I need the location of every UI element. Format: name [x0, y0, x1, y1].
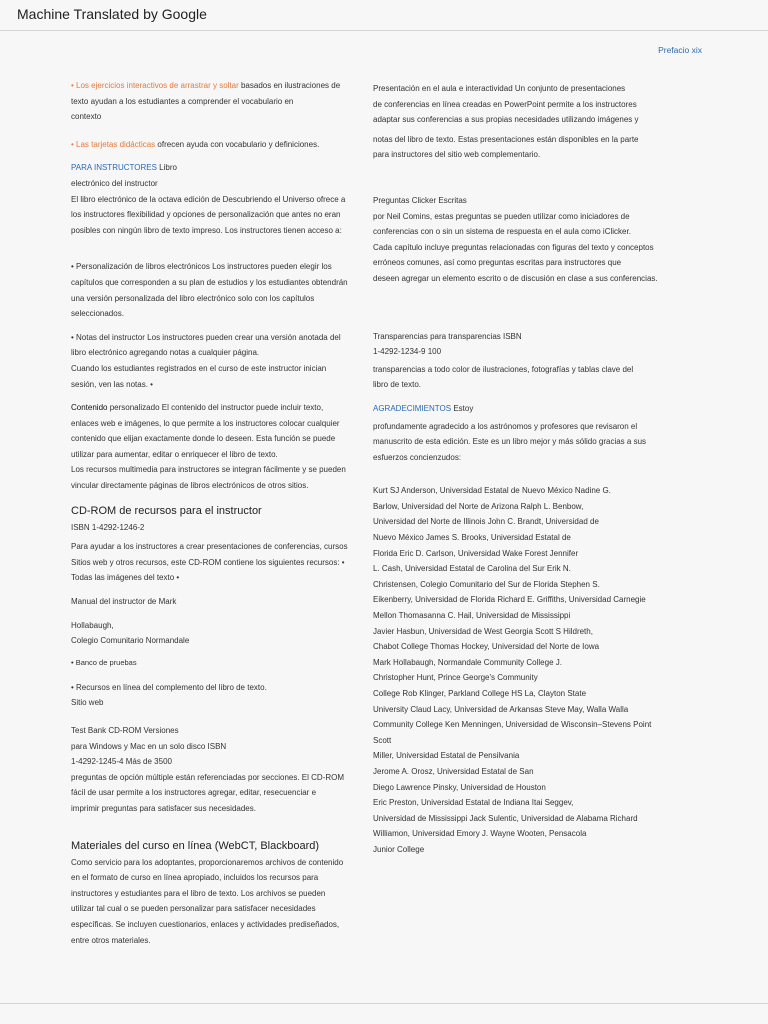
text-line: Sitios web y otros recursos, este CD-ROM contiene los siguientes recursos: • [71, 557, 345, 567]
ebook-title: electrónico del instructor [71, 178, 158, 188]
text-line: utilizar tal cual o se pueden personalizar para satisfacer necesidades [71, 904, 316, 914]
text-line: El libro electrónico de la octava edición de Descubriendo el Universo ofrece a [71, 194, 346, 204]
text-line: Todas las imágenes del texto • [71, 573, 180, 583]
bullet-ebook-customization: • Personalización de libros electrónicos Los instructores pueden elegir los [71, 262, 332, 272]
text-line: para instructores del sitio web complementario. [373, 150, 541, 160]
instructors-heading: PARA INSTRUCTORES Libro [71, 163, 177, 173]
text-line: fácil de usar permite a los instructores agregar, editar, resecuenciar e [71, 788, 317, 798]
text-line: sesión, ven las notas. • [71, 379, 153, 389]
reviewer-line: Mellon Thomasanna C. Hail, Universidad de Mississippi [373, 611, 571, 621]
text-line: una versión personalizada del libro electrónico solo con los capítulos [71, 293, 315, 303]
reviewer-line: Christopher Hunt, Prince George's Community [373, 673, 538, 683]
custom-content-line: Contenido personalizado El contenido del instructor puede incluir texto, [71, 403, 324, 413]
text-line: libro de texto. [373, 380, 422, 390]
bullet-flashcards: • Las tarjetas didácticas ofrecen ayuda con vocabulario y definiciones. [71, 139, 320, 149]
transparencies-heading: Transparencias para transparencias ISBN [373, 331, 522, 341]
text-line: 1-4292-1245-4 Más de 3500 [71, 757, 172, 767]
clicker-questions-heading: Preguntas Clicker Escritas [373, 195, 467, 205]
reviewer-line: Barlow, Universidad del Norte de Arizona Ralph L. Benbow, [373, 501, 584, 511]
text-line: 1-4292-1234-9 100 [373, 347, 442, 357]
text-line: adaptar sus conferencias a sus propias necesidades utilizando imágenes y [373, 115, 639, 125]
cdrom-heading: CD-ROM de recursos para el instructor [71, 504, 262, 517]
text-line: instructores y estudiantes para el libro de texto. Los archivos se pueden [71, 888, 326, 898]
text-line: contexto [71, 112, 102, 122]
right-column [373, 81, 673, 858]
text-line: Colegio Comunitario Normandale [71, 636, 190, 646]
reviewer-line: Florida Eric D. Carlson, Universidad Wake Forest Jennifer [373, 548, 579, 558]
text-line: texto ayudan a los estudiantes a comprender el vocabulario en [71, 96, 294, 106]
text-line: posibles con ningún libro de texto impreso. Los instructores tienen acceso a: [71, 225, 342, 235]
text-line: notas del libro de texto. Estas presentaciones están disponibles en la parte [373, 134, 639, 144]
reviewer-line: Javier Hasbun, Universidad de West Georgia Scott S Hildreth, [373, 626, 593, 636]
text-line: manuscrito de esta edición. Este es un libro mejor y más sólido gracias a sus [373, 437, 647, 447]
reviewer-line: Community College Ken Menningen, Universidad de Wisconsin–Stevens Point [373, 720, 652, 730]
text-line: Los recursos multimedia para instructores se integran fácilmente y se pueden [71, 465, 346, 475]
text-line: preguntas de opción múltiple están referenciadas por secciones. El CD-ROM [71, 772, 345, 782]
text-line: erróneos comunes, así como preguntas escritas para instructores que [373, 258, 622, 268]
reviewer-line: University Claud Lacy, Universidad de Arkansas Steve May, Walla Walla [373, 704, 629, 714]
reviewer-line: Diego Lawrence Pinsky, Universidad de Houston [373, 782, 546, 792]
text-line: para Windows y Mac en un solo disco ISBN [71, 741, 227, 751]
bottom-bar [0, 1003, 768, 1024]
test-bank-cdrom: Test Bank CD-ROM Versiones [71, 726, 179, 735]
course-materials-heading: Materiales del curso en línea (WebCT, Blackboard) [71, 839, 320, 852]
reviewer-line: Miller, Universidad Estatal de Pensilvania [373, 751, 520, 761]
text-line: Cuando los estudiantes registrados en el curso de este instructor inician [71, 363, 327, 373]
text-line: los instructores flexibilidad y opciones de personalización que antes no eran [71, 210, 341, 220]
text-line: profundamente agradecido a los astrónomos y profesores que revisaron el [373, 421, 638, 431]
reviewers-list [373, 483, 673, 857]
acknowledgments-heading: AGRADECIMIENTOS Estoy [373, 403, 474, 413]
text-line: enlaces web e imágenes, lo que permite a los instructores colocar cualquier [71, 418, 340, 428]
text-line: Como servicio para los adoptantes, proporcionaremos archivos de contenido [71, 857, 344, 867]
text-line: específicas. Se incluyen cuestionarios, enlaces y actividades prediseñados, [71, 919, 340, 929]
text-line: Para ayudar a los instructores a crear presentaciones de conferencias, cursos [71, 542, 348, 552]
reviewer-line: L. Cash, Universidad Estatal de Carolina del Sur Erik N. [373, 564, 571, 574]
text-line: de conferencias en línea creadas en PowerPoint permite a los instructores [373, 99, 637, 109]
reviewer-line: Jerome A. Orosz, Universidad Estatal de San [373, 766, 534, 776]
translation-banner [0, 0, 768, 31]
presentation-heading: Presentación en el aula e interactividad Un conjunto de presentaciones [373, 84, 626, 93]
bullet-instructor-notes: • Notas del instructor Los instructores pueden crear una versión anotada del [71, 332, 341, 342]
text-line: por Neil Comins, estas preguntas se pueden utilizar como iniciadores de [373, 211, 630, 221]
reviewer-line: Scott [373, 735, 392, 745]
reviewer-line: Kurt SJ Anderson, Universidad Estatal de Nuevo México Nadine G. [373, 486, 611, 496]
text-line: entre otros materiales. [71, 935, 151, 945]
text-line: libro electrónico agregando notas a cualquier página. [71, 348, 260, 358]
reviewer-line: Universidad del Norte de Illinois John C. Brandt, Universidad de [373, 517, 599, 527]
text-line: capítulos que corresponden a su plan de estudios y los estudiantes obtendrán [71, 277, 348, 287]
text-line: Cada capítulo incluye preguntas relacionadas con figuras del texto y conceptos [373, 242, 654, 252]
text-line: transparencias a todo color de ilustraciones, fotografías y tablas clave del [373, 364, 634, 374]
banner-title: Machine Translated by Google [17, 6, 207, 22]
text-line: deseen agregar un elemento escrito o de discusión en clase a sus conferencias. [373, 273, 658, 283]
text-line: vincular directamente páginas de libros electrónicos de otros sitios. [71, 481, 309, 491]
text-line: conferencias con o sin un sistema de respuesta en el aula como iClicker. [373, 227, 631, 237]
instructor-manual: Manual del instructor de Mark [71, 597, 177, 607]
reviewer-line: Eikenberry, Universidad de Florida Richard E. Griffiths, Universidad Carnegie [373, 595, 646, 605]
reviewer-line: Chabot College Thomas Hockey, Universidad del Norte de Iowa [373, 642, 600, 652]
page-number: Prefacio xix [658, 45, 702, 55]
cdrom-isbn: ISBN 1-4292-1246-2 [71, 522, 145, 532]
reviewer-line: Junior College [373, 844, 425, 854]
drag-drop-link[interactable]: • Los ejercicios interactivos de arrastrar y soltar [71, 81, 239, 90]
text-line: Hollabaugh, [71, 620, 114, 630]
text-line: contenido que elijan exactamente donde lo deseen. Esta función se puede [71, 434, 336, 444]
text-line: utilizar para aumentar, editar o enriquecer el libro de texto. [71, 449, 278, 459]
flashcards-link[interactable]: • Las tarjetas didácticas [71, 139, 156, 149]
reviewer-line: Nuevo México James S. Brooks, Universidad Estatal de [373, 533, 571, 543]
bullet-drag-drop: • Los ejercicios interactivos de arrastrar y soltar basados en ilustraciones de [71, 81, 341, 90]
text-line: seleccionados. [71, 309, 124, 319]
online-resources-bullet: • Recursos en línea del complemento del libro de texto. [71, 683, 267, 693]
reviewer-line: College Rob Klinger, Parkland College HS La, Clayton State [373, 689, 587, 698]
test-bank-bullet: • Banco de pruebas [71, 657, 137, 667]
text-line: esfuerzos concienzudos: [373, 452, 462, 462]
reviewer-line: Mark Hollabaugh, Normandale Community College J. [373, 657, 562, 667]
left-column [71, 78, 361, 948]
text-line: imprimir preguntas para satisfacer sus necesidades. [71, 803, 256, 813]
text-line: en el formato de curso en línea apropiado, incluidos los recursos para [71, 873, 319, 883]
reviewer-line: Christensen, Colegio Comunitario del Sur de Florida Stephen S. [373, 579, 600, 589]
reviewer-line: Universidad de Mississippi Jack Sulentic, Universidad de Alabama Richard [373, 813, 638, 823]
reviewer-line: Eric Preston, Universidad Estatal de Indiana Itai Seggev, [373, 798, 574, 808]
reviewer-line: Williamon, Universidad Emory J. Wayne Wooten, Pensacola [373, 829, 587, 839]
text-line: Sitio web [71, 698, 104, 707]
